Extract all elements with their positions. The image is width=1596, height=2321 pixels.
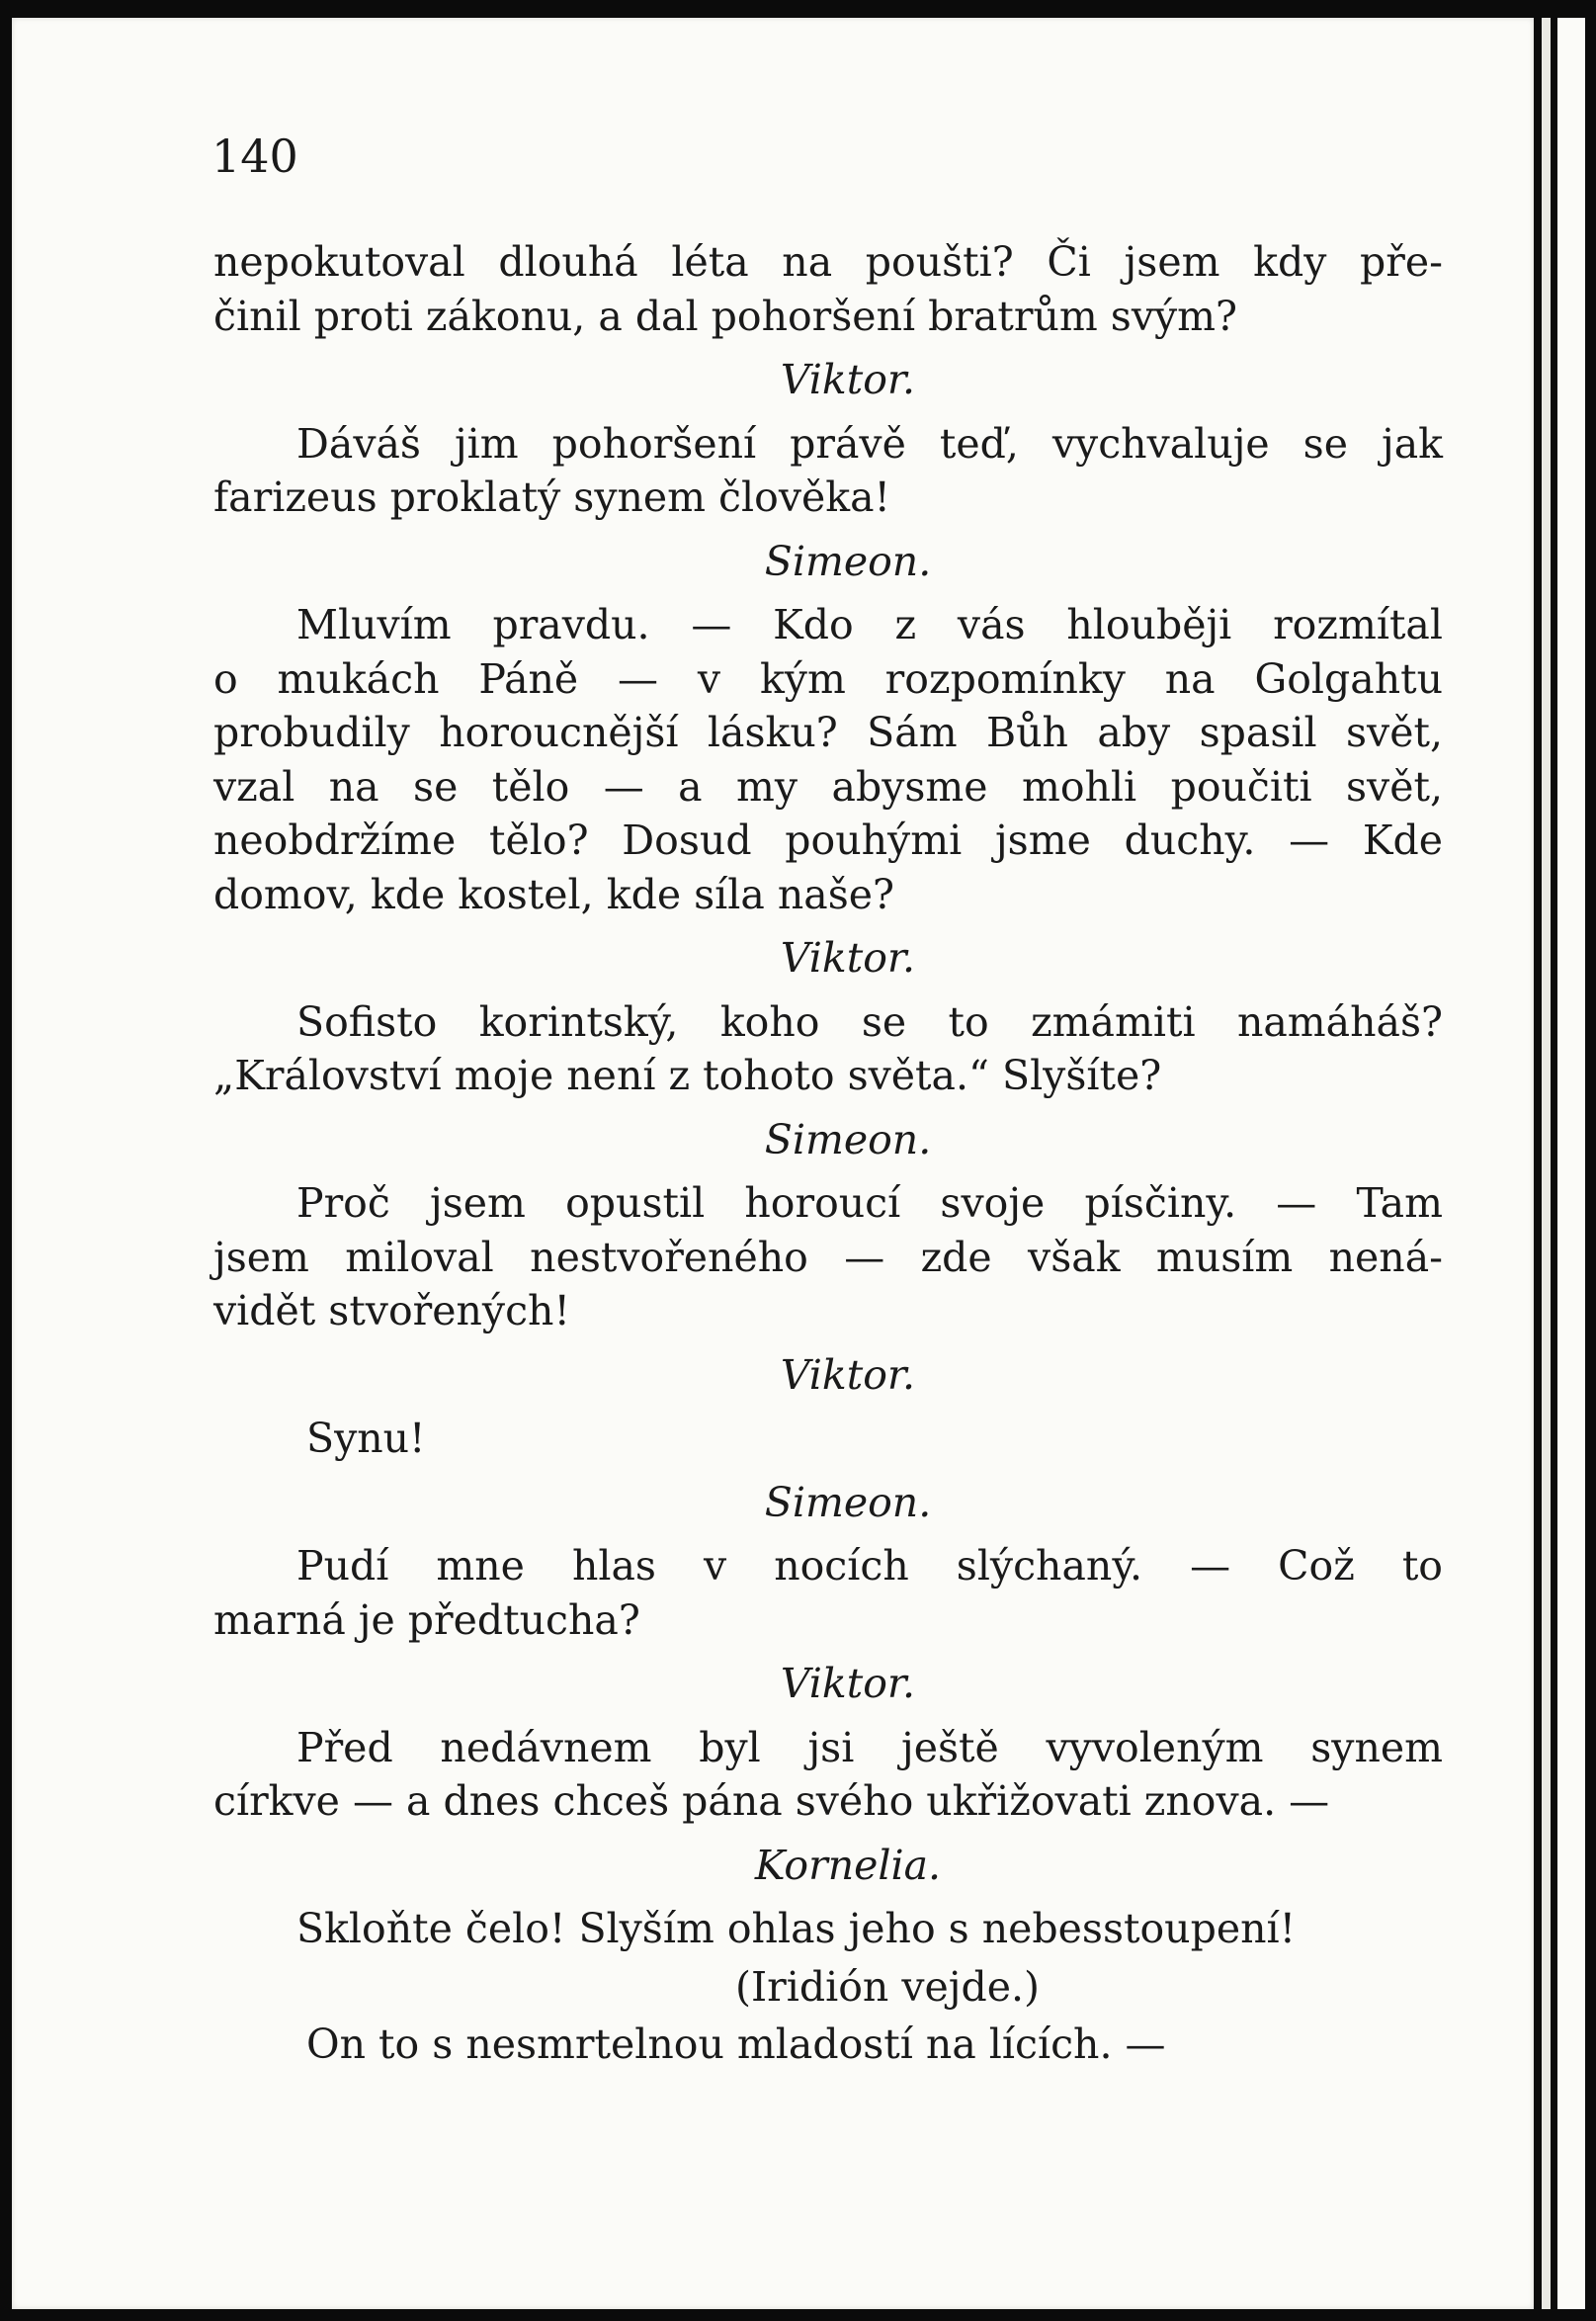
- speaker-name: Kornelia.: [754, 1841, 942, 1889]
- text-line: církve — a dnes chceš pána svého ukřižovati znova. —: [213, 1777, 1330, 1825]
- text-line: vidět stvořených!: [213, 1287, 570, 1334]
- text-line: vzal na se tělo — a my abysme mohli poučiti svět,: [213, 762, 1443, 811]
- paragraph: [213, 1902, 1443, 1956]
- text-line: Pudí mne hlas v nocích slýchaný. — Což to: [296, 1542, 1443, 1590]
- text-line: Před nedávnem byl jsi ještě vyvoleným synem: [296, 1723, 1443, 1771]
- paragraph: [213, 1176, 1443, 1338]
- text-line: Proč jsem opustil horoucí svoje písčiny. — Tam: [296, 1179, 1443, 1227]
- speaker-name: Viktor.: [780, 356, 916, 403]
- text-line: probudily horoucnější lásku? Sám Bůh aby spasil svět,: [213, 709, 1443, 756]
- paragraph: [213, 598, 1443, 921]
- speaker-name: Viktor.: [780, 1660, 916, 1707]
- text-body: [213, 235, 1443, 2072]
- text-line: neobdržíme tělo? Dosud pouhými jsme duchy. — Kde: [213, 817, 1443, 864]
- paragraph: [213, 1539, 1443, 1647]
- text-line: Sofisto korintský, koho se to zmámiti namáháš?: [296, 997, 1443, 1046]
- page-number: 140: [211, 129, 298, 183]
- paragraph: [213, 417, 1443, 525]
- text-line: Skloňte čelo! Slyším ohlas jeho s nebesstoupení!: [296, 1905, 1297, 1952]
- text-line: farizeus proklatý synem člověka!: [213, 473, 891, 521]
- text-line: marná je předtucha?: [213, 1595, 640, 1644]
- speaker-name: Viktor.: [780, 934, 916, 982]
- speaker-name: Simeon.: [764, 537, 932, 585]
- single-line: Synu!: [306, 1415, 426, 1462]
- text-line: jsem miloval nestvořeného — zde však musím nená-: [213, 1233, 1443, 1281]
- text-line: činil proti zákonu, a dal pohoršení bratrům svým?: [213, 292, 1238, 340]
- stage-direction: (Iridión vejde.): [734, 1962, 1041, 2011]
- paragraph: [213, 235, 1443, 343]
- single-line: On to s nesmrtelnou mladostí na lících. —: [306, 2020, 1166, 2068]
- paragraph: [213, 1721, 1443, 1829]
- text-line: nepokutoval dlouhá léta na poušti? Či jsem kdy pře-: [213, 238, 1443, 286]
- text-line: „Království moje není z tohoto světa.“ Slyšíte?: [213, 1052, 1162, 1099]
- speaker-name: Simeon.: [764, 1478, 932, 1526]
- paragraph: [213, 995, 1443, 1103]
- speaker-name: Viktor.: [780, 1350, 916, 1399]
- text-line: o mukách Páně — v kým rozpomínky na Golgahtu: [213, 654, 1443, 703]
- text-line: Dáváš jim pohoršení právě teď, vychvaluje se jak: [296, 419, 1443, 468]
- page-content: [213, 127, 1443, 2076]
- speaker-name: Simeon.: [764, 1115, 932, 1163]
- next-page-edge: [1557, 18, 1585, 2309]
- text-line: Mluvím pravdu. — Kdo z vás hlouběji rozmítal: [296, 601, 1443, 648]
- text-line: domov, kde kostel, kde síla naše?: [213, 870, 894, 918]
- page-gutter: [1542, 18, 1551, 2309]
